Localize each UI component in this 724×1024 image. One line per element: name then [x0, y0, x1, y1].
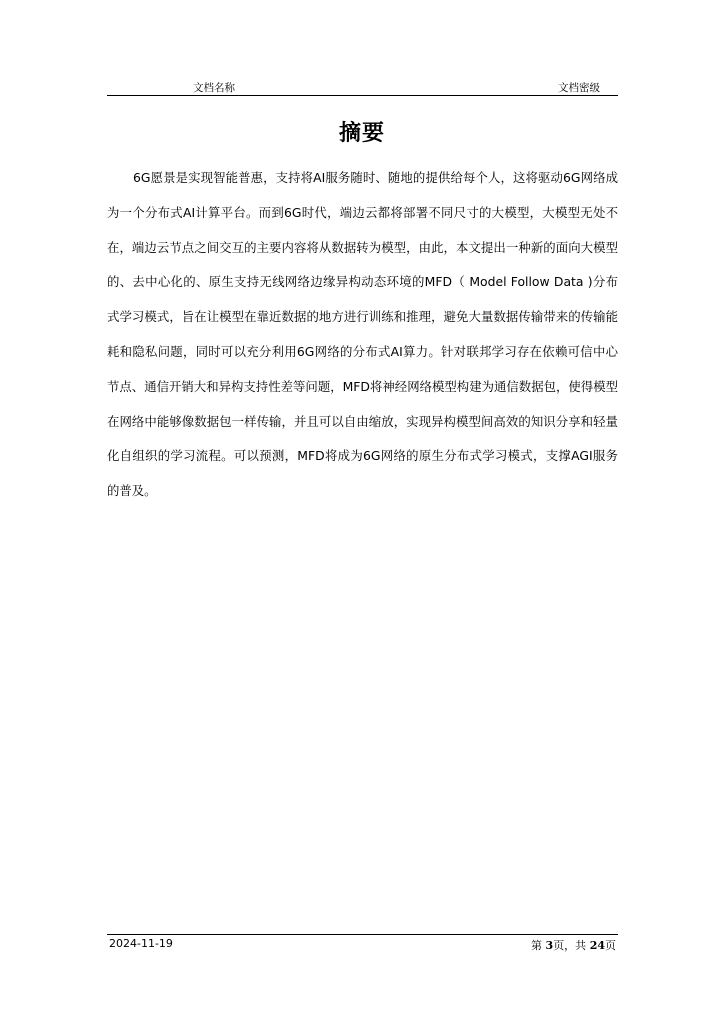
page-total: 24 [589, 939, 605, 952]
header-doc-name: 文档名称 [193, 82, 235, 94]
page-middle: 页，共 [553, 939, 590, 952]
abstract-paragraph: 6G愿景是实现智能普惠，支持将AI服务随时、随地的提供给每个人，这将驱动6G网络成为一个分布式AI计算平台。而到6G时代，端边云都将部署不同尺寸的大模型，大模型无处不在，端边云节点之间交互的主要内容将从数据转为模型，由此，本文提出一种新的面向大模型的、去中心化的、原生支持无线网络边缘异构动态环境的MFD（ Model Follow Data )分布式学习模式，旨在让模型在靠近数据的地方进行训练和推理，避免大量数据传输带来的传输能耗和隐私问题，同时可以充分利用6G网络的分布式AI算力。针对联邦学习存在依赖可信中心节点、通信开销大和异构支持性差等问题，MFD将神经网络模型构建为通信数据包，使得模型在网络中能够像数据包一样传输，并且可以自由缩放，实现异构模型间高效的知识分享和轻量化自组织的学习流程。可以预测，MFD将成为6G网络的原生分布式学习模式，支撑AGI服务的普及。 [107, 170, 618, 499]
page-current: 3 [545, 939, 554, 952]
page-title: 摘要 [338, 121, 385, 146]
footer-page-number [531, 937, 616, 953]
page-suffix: 页 [605, 939, 616, 952]
footer-date: 2024-11-19 [109, 937, 173, 950]
page-header [107, 78, 618, 96]
page-footer [107, 934, 618, 955]
page-prefix: 第 [531, 939, 546, 952]
header-doc-security: 文档密级 [558, 82, 600, 94]
